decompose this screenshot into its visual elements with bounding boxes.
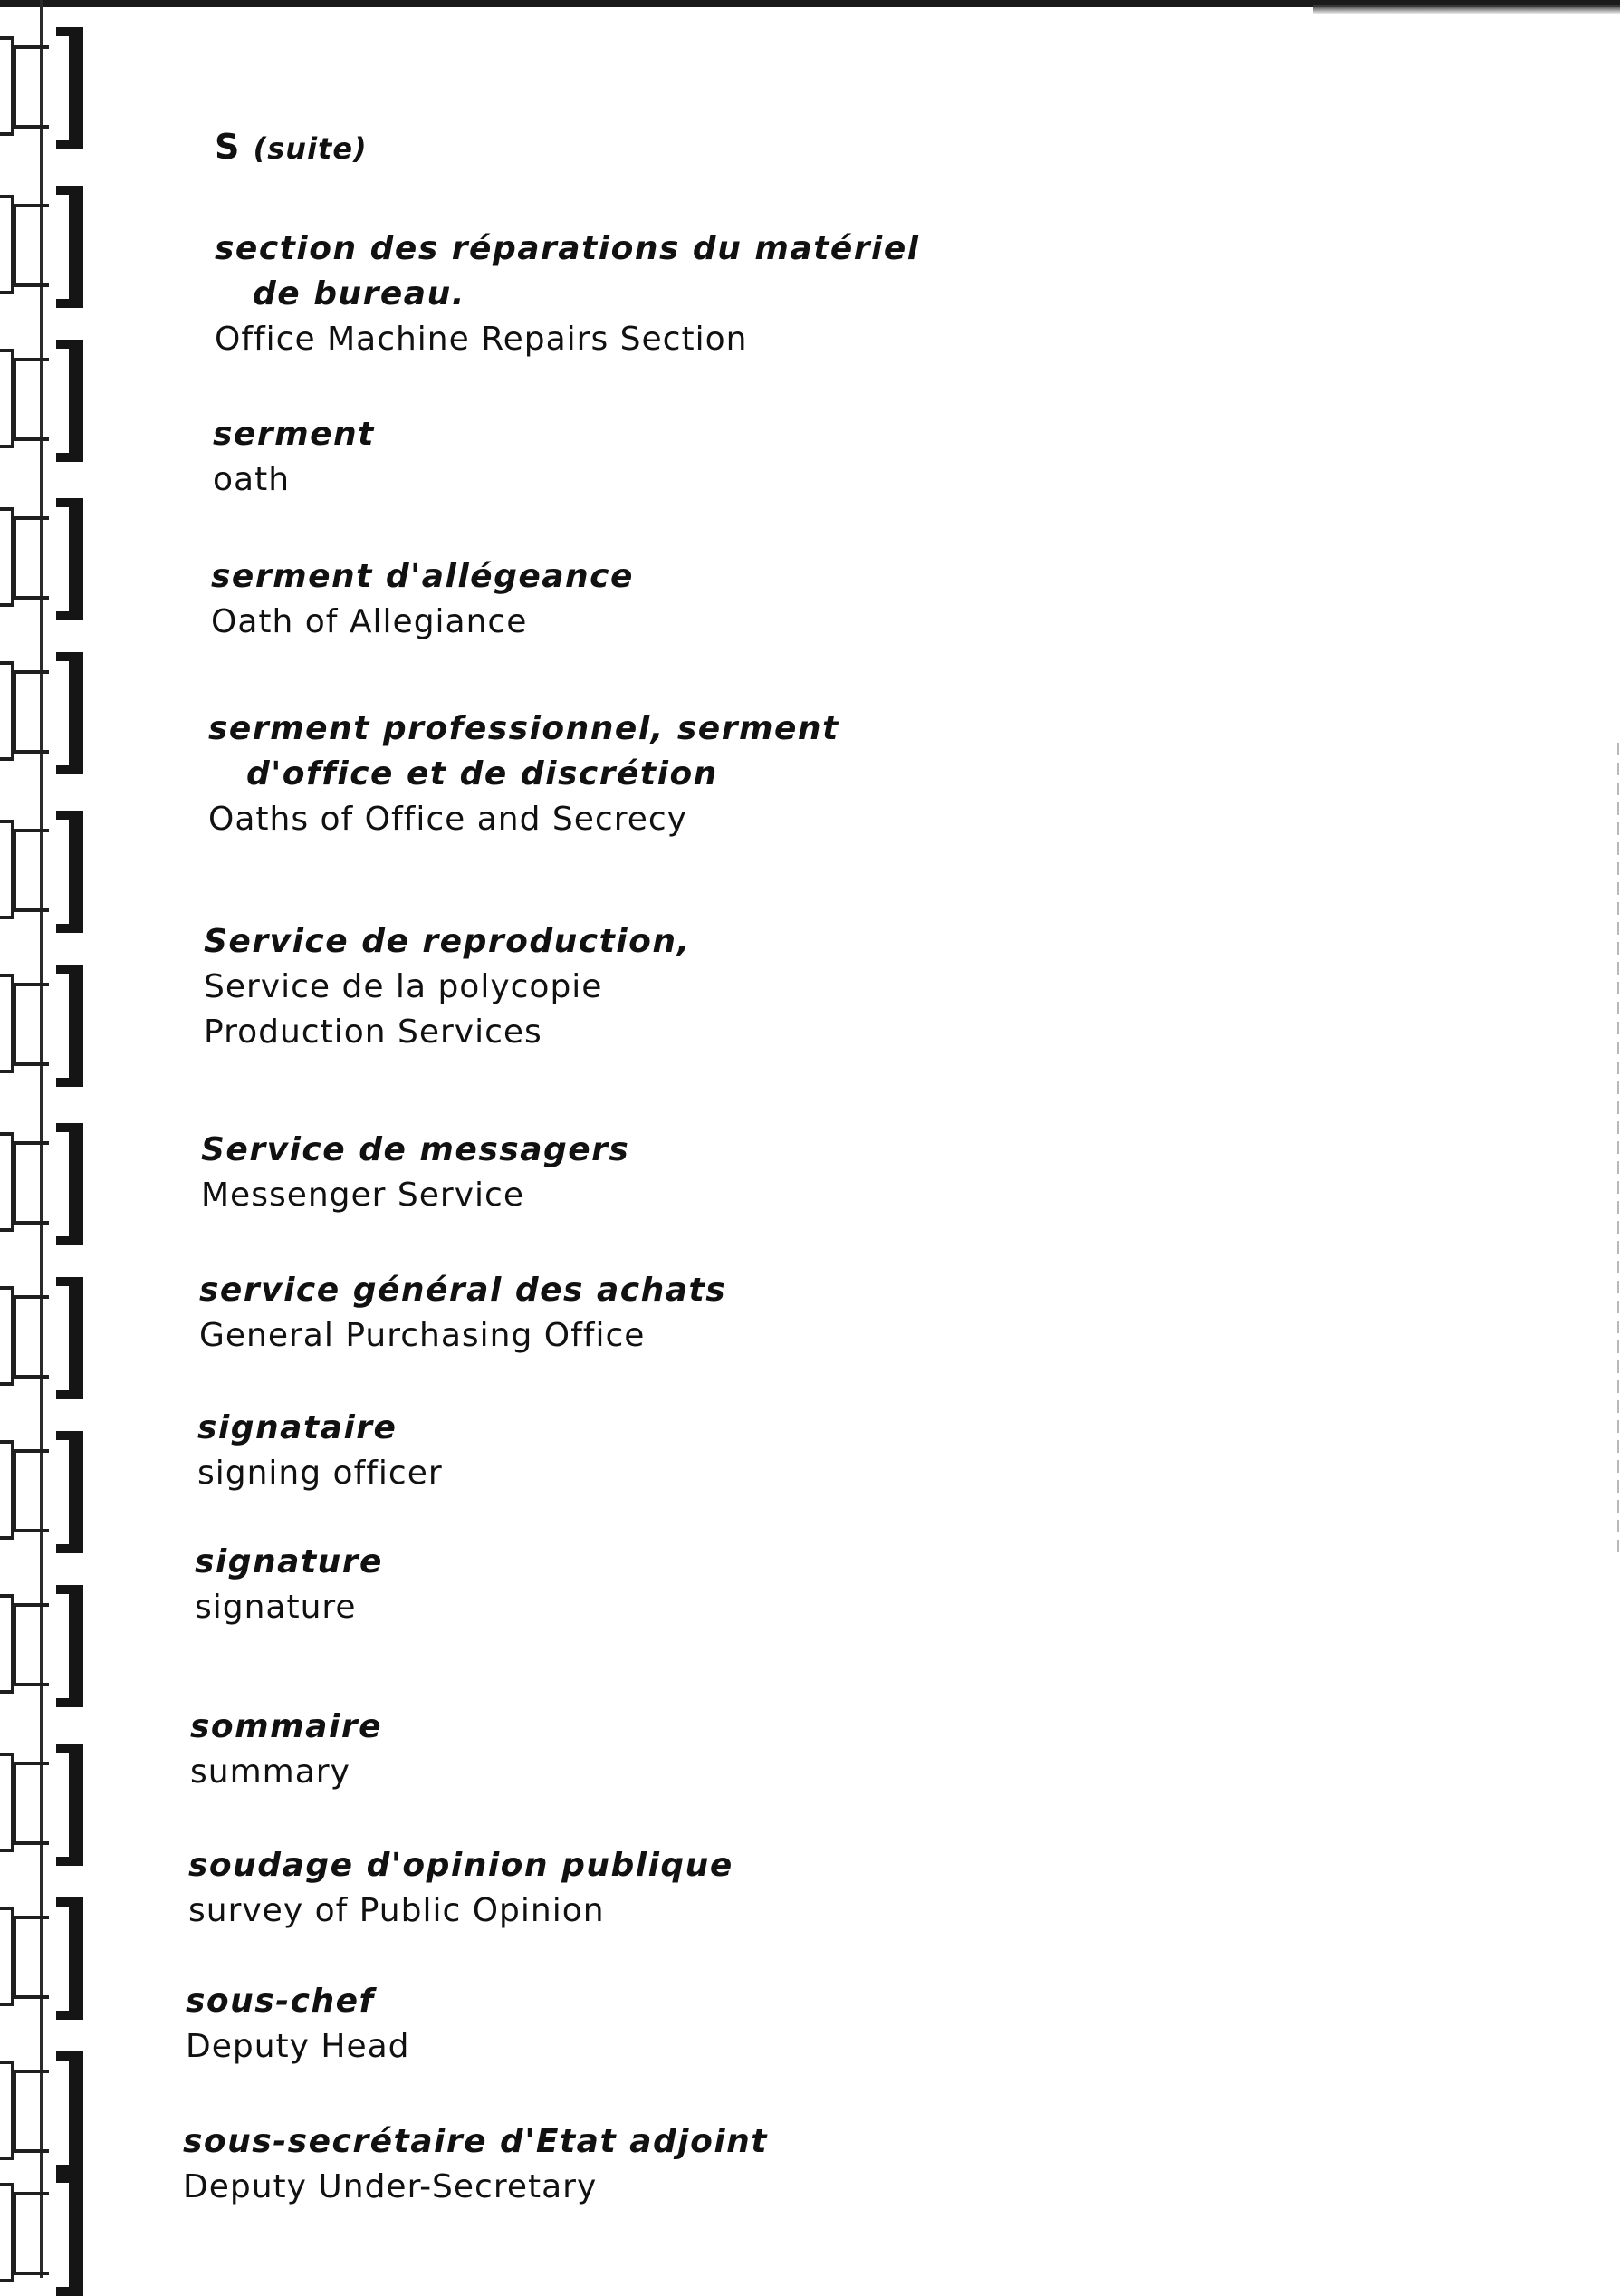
glossary-entry — [188, 1843, 733, 1934]
glossary-entry — [190, 1705, 382, 1795]
french-term: Service de reproduction, — [204, 923, 691, 960]
english-translation: signing officer — [197, 1455, 443, 1492]
french-term: section des réparations du matériel — [215, 230, 920, 267]
french-term: serment professionnel, serment — [208, 710, 839, 747]
english-translation: signature — [195, 1589, 357, 1626]
english-translation: Office Machine Repairs Section — [215, 321, 748, 358]
english-translation: Deputy Head — [186, 2028, 410, 2065]
french-term: signataire — [197, 1409, 398, 1446]
french-term: signature — [195, 1543, 383, 1580]
glossary-entry — [201, 1128, 629, 1218]
glossary-entry — [211, 554, 634, 645]
section-letter: S — [215, 127, 241, 167]
english-translation: Messenger Service — [201, 1177, 524, 1214]
french-term-continued: d'office et de discrétion — [246, 755, 718, 793]
glossary-entry — [215, 226, 920, 362]
french-term: serment d'allégeance — [211, 558, 634, 595]
french-term: service général des achats — [199, 1272, 727, 1309]
page-heading — [215, 127, 368, 167]
english-translation: survey of Public Opinion — [188, 1892, 605, 1929]
glossary-entry — [195, 1540, 383, 1630]
french-term: sommaire — [190, 1708, 382, 1745]
glossary-entry — [208, 706, 839, 842]
french-term: sous-secrétaire d'Etat adjoint — [183, 2123, 768, 2160]
english-translation: Oaths of Office and Secrecy — [208, 801, 687, 838]
english-translation: Deputy Under-Secretary — [183, 2168, 598, 2205]
english-translation: Oath of Allegiance — [211, 603, 528, 640]
glossary-entry — [199, 1268, 726, 1359]
french-term-continued: de bureau. — [253, 275, 465, 312]
glossary-entry — [183, 2119, 768, 2210]
glossary-entry — [186, 1979, 410, 2070]
french-term: soudage d'opinion publique — [188, 1847, 733, 1884]
glossary-entry — [204, 919, 691, 1055]
english-translation: summary — [190, 1753, 350, 1791]
english-translation: oath — [213, 461, 291, 498]
glossary-entry — [213, 412, 375, 503]
french-term: Service de messagers — [201, 1131, 630, 1168]
french-term: sous-chef — [186, 1983, 375, 2020]
section-continued-label: (suite) — [253, 131, 368, 166]
french-term: serment — [213, 416, 375, 453]
english-translation: General Purchasing Office — [199, 1317, 646, 1354]
english-translation: Production Services — [204, 1014, 542, 1051]
english-translation: Service de la polycopie — [204, 968, 603, 1005]
glossary-entry — [197, 1406, 443, 1496]
